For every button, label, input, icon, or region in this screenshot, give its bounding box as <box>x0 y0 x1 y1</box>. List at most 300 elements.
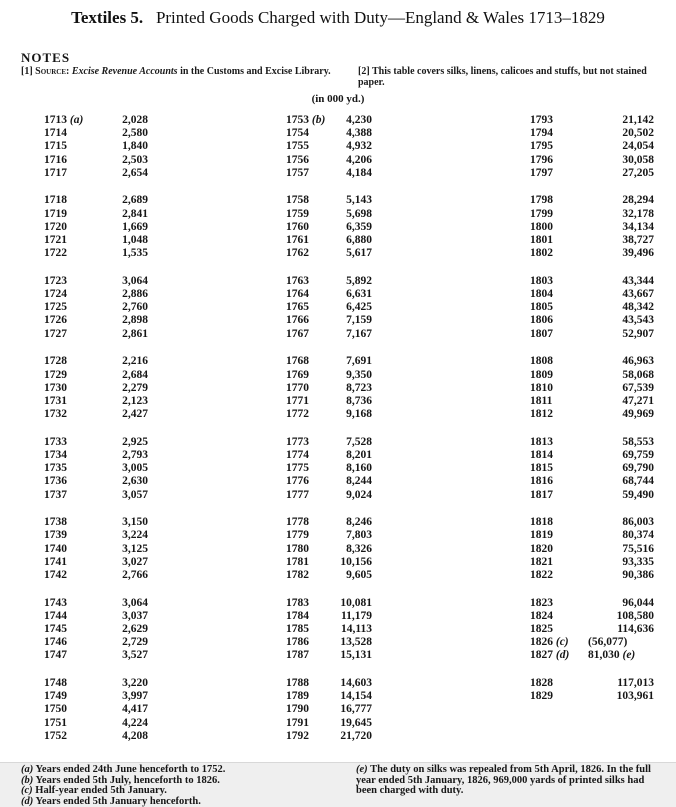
year-label: 1716 <box>44 154 67 166</box>
value-text: 5,698 <box>346 208 372 220</box>
value-cell <box>576 677 654 690</box>
table-row <box>44 649 148 662</box>
value-text: 7,803 <box>346 529 372 541</box>
year-cell <box>530 234 576 247</box>
value-text: 8,244 <box>346 475 372 487</box>
year-cell <box>44 703 108 716</box>
year-cell <box>286 247 332 260</box>
value-text: 19,645 <box>340 717 372 729</box>
table-row <box>286 154 372 167</box>
row-group <box>286 597 372 663</box>
year-label: 1793 <box>530 114 553 126</box>
table-row <box>286 234 372 247</box>
year-label: 1814 <box>530 449 553 461</box>
value-text: 3,224 <box>122 529 148 541</box>
value-text: 4,388 <box>346 127 372 139</box>
value-text: 7,159 <box>346 314 372 326</box>
table-row <box>530 623 654 636</box>
year-cell <box>530 462 576 475</box>
table-row <box>530 314 654 327</box>
table-row <box>530 369 654 382</box>
value-cell <box>332 516 372 529</box>
value-cell <box>108 275 148 288</box>
footnote-marker: (c) <box>21 785 33 796</box>
year-cell <box>44 623 108 636</box>
value-cell <box>108 610 148 623</box>
table-row <box>286 301 372 314</box>
value-cell <box>576 140 654 153</box>
table-row <box>44 475 148 488</box>
value-text: 43,344 <box>622 275 654 287</box>
value-text: 24,054 <box>622 140 654 152</box>
year-label: 1816 <box>530 475 553 487</box>
value-cell <box>108 543 148 556</box>
year-cell <box>44 449 108 462</box>
table-row <box>44 369 148 382</box>
value-cell <box>108 114 148 127</box>
year-label: 1756 <box>286 154 309 166</box>
year-cell <box>44 529 108 542</box>
value-cell <box>576 194 654 207</box>
table-row <box>286 221 372 234</box>
year-cell <box>530 247 576 260</box>
note-source-label: Source: <box>35 66 69 77</box>
value-cell <box>576 408 654 421</box>
row-group <box>44 677 148 743</box>
value-cell <box>108 288 148 301</box>
value-text: 1,840 <box>122 140 148 152</box>
value-text: 2,630 <box>122 475 148 487</box>
value-cell <box>108 717 148 730</box>
year-cell <box>44 556 108 569</box>
note-coverage <box>358 66 660 88</box>
value-text: 117,013 <box>617 677 654 689</box>
table-row <box>44 569 148 582</box>
table-row <box>44 194 148 207</box>
year-cell <box>530 167 576 180</box>
year-cell <box>286 462 332 475</box>
value-cell <box>108 395 148 408</box>
value-cell <box>332 369 372 382</box>
year-label: 1778 <box>286 516 309 528</box>
year-label: 1763 <box>286 275 309 287</box>
year-label: 1788 <box>286 677 309 689</box>
table-row <box>530 167 654 180</box>
year-label: 1772 <box>286 408 309 420</box>
year-cell <box>286 194 332 207</box>
value-cell <box>332 314 372 327</box>
table-row <box>530 408 654 421</box>
table-row <box>530 221 654 234</box>
year-cell <box>44 597 108 610</box>
year-cell <box>44 677 108 690</box>
row-group <box>44 597 148 663</box>
value-text: 7,167 <box>346 328 372 340</box>
note-source-title: Excise Revenue Accounts <box>72 66 178 77</box>
value-cell <box>108 529 148 542</box>
value-text: 4,184 <box>346 167 372 179</box>
value-text: 32,178 <box>622 208 654 220</box>
table-row <box>286 127 372 140</box>
value-text: 8,723 <box>346 382 372 394</box>
table-row <box>44 636 148 649</box>
footnote-ref: (a) <box>70 114 83 126</box>
value-text: 28,294 <box>622 194 654 206</box>
table-row <box>286 462 372 475</box>
table-row <box>286 516 372 529</box>
value-cell <box>332 234 372 247</box>
value-cell <box>332 690 372 703</box>
year-cell <box>286 690 332 703</box>
table-row <box>530 234 654 247</box>
row-group <box>530 677 654 703</box>
year-cell <box>44 730 108 743</box>
value-text: 3,150 <box>122 516 148 528</box>
value-cell <box>108 301 148 314</box>
table-row <box>530 395 654 408</box>
year-label: 1757 <box>286 167 309 179</box>
year-cell <box>530 636 576 649</box>
year-cell <box>530 475 576 488</box>
row-group <box>44 516 148 582</box>
year-cell <box>44 208 108 221</box>
year-label: 1729 <box>44 369 67 381</box>
value-cell <box>576 436 654 449</box>
value-cell <box>332 355 372 368</box>
year-label: 1724 <box>44 288 67 300</box>
year-cell <box>44 127 108 140</box>
year-cell <box>44 475 108 488</box>
table-row <box>286 677 372 690</box>
value-cell <box>332 395 372 408</box>
year-cell <box>530 328 576 341</box>
year-cell <box>286 449 332 462</box>
table-row <box>286 355 372 368</box>
year-label: 1718 <box>44 194 67 206</box>
year-label: 1781 <box>286 556 309 568</box>
table-row <box>530 597 654 610</box>
value-cell <box>576 167 654 180</box>
year-label: 1807 <box>530 328 553 340</box>
table-row <box>530 462 654 475</box>
value-cell <box>332 529 372 542</box>
row-group <box>530 114 654 180</box>
year-label: 1827 <box>530 649 553 661</box>
year-label: 1825 <box>530 623 553 635</box>
year-cell <box>530 610 576 623</box>
table-row <box>530 301 654 314</box>
year-cell <box>286 154 332 167</box>
value-cell <box>576 355 654 368</box>
year-cell <box>530 449 576 462</box>
year-cell <box>286 369 332 382</box>
value-text: 8,736 <box>346 395 372 407</box>
value-cell <box>332 114 372 127</box>
value-text: 10,156 <box>340 556 372 568</box>
year-label: 1828 <box>530 677 553 689</box>
value-cell <box>108 140 148 153</box>
value-cell <box>332 677 372 690</box>
units-label: (in 000 yd.) <box>0 93 676 105</box>
table-row <box>44 382 148 395</box>
note-coverage-text: This table covers silks, linens, calicoes and stuffs, but not stained paper. <box>358 66 647 88</box>
table-row <box>286 717 372 730</box>
year-cell <box>44 194 108 207</box>
year-label: 1779 <box>286 529 309 541</box>
value-cell <box>332 649 372 662</box>
table-row <box>44 395 148 408</box>
value-cell <box>108 569 148 582</box>
year-label: 1738 <box>44 516 67 528</box>
value-cell <box>108 355 148 368</box>
row-group <box>286 194 372 260</box>
value-cell <box>332 167 372 180</box>
year-cell <box>44 369 108 382</box>
table-row <box>530 114 654 127</box>
value-cell <box>332 436 372 449</box>
value-text: 4,417 <box>122 703 148 715</box>
footnote-ref: (d) <box>556 649 569 661</box>
value-text: 7,528 <box>346 436 372 448</box>
year-label: 1715 <box>44 140 67 152</box>
value-text: 2,925 <box>122 436 148 448</box>
year-cell <box>286 328 332 341</box>
year-cell <box>44 154 108 167</box>
table-row <box>286 140 372 153</box>
table-row <box>44 408 148 421</box>
year-label: 1714 <box>44 127 67 139</box>
value-cell <box>576 395 654 408</box>
value-cell <box>108 690 148 703</box>
table-row <box>530 569 654 582</box>
value-text: 2,654 <box>122 167 148 179</box>
year-cell <box>286 275 332 288</box>
year-label: 1737 <box>44 489 67 501</box>
value-cell <box>108 382 148 395</box>
table-row <box>530 194 654 207</box>
year-cell <box>286 516 332 529</box>
table-row <box>44 462 148 475</box>
value-text: 96,044 <box>622 597 654 609</box>
value-text: 52,907 <box>622 328 654 340</box>
value-text: 103,961 <box>617 690 654 702</box>
value-cell <box>576 462 654 475</box>
row-group <box>530 355 654 421</box>
table-row <box>530 556 654 569</box>
value-text: 2,216 <box>122 355 148 367</box>
year-label: 1801 <box>530 234 553 246</box>
row-group <box>286 436 372 502</box>
table-row <box>530 636 654 649</box>
table-row <box>286 529 372 542</box>
value-text: 14,603 <box>340 677 372 689</box>
page-title <box>0 8 676 28</box>
year-label: 1804 <box>530 288 553 300</box>
year-cell <box>286 314 332 327</box>
table-row <box>44 154 148 167</box>
table-row <box>286 690 372 703</box>
value-text: 81,030 <box>588 649 620 661</box>
value-text: 3,027 <box>122 556 148 568</box>
table-row <box>286 649 372 662</box>
year-label: 1766 <box>286 314 309 326</box>
value-cell <box>332 636 372 649</box>
year-label: 1745 <box>44 623 67 635</box>
value-text: 59,490 <box>622 489 654 501</box>
table-row <box>44 140 148 153</box>
value-cell <box>576 690 654 703</box>
year-label: 1741 <box>44 556 67 568</box>
year-cell <box>286 301 332 314</box>
year-cell <box>286 529 332 542</box>
year-label: 1798 <box>530 194 553 206</box>
value-text: 2,123 <box>122 395 148 407</box>
value-text: 8,326 <box>346 543 372 555</box>
year-cell <box>44 569 108 582</box>
value-cell <box>576 369 654 382</box>
value-cell <box>108 194 148 207</box>
year-cell <box>286 408 332 421</box>
year-label: 1791 <box>286 717 309 729</box>
year-cell <box>530 140 576 153</box>
table-row <box>286 328 372 341</box>
year-label: 1800 <box>530 221 553 233</box>
value-cell <box>332 703 372 716</box>
year-label: 1760 <box>286 221 309 233</box>
value-cell <box>576 623 654 636</box>
table-row <box>530 690 654 703</box>
year-label: 1782 <box>286 569 309 581</box>
table-column-3 <box>530 114 654 718</box>
value-text: 46,963 <box>622 355 654 367</box>
table-row <box>44 234 148 247</box>
year-cell <box>286 140 332 153</box>
year-cell <box>286 127 332 140</box>
footnote-text: Years ended 5th July, henceforth to 1826. <box>36 775 220 786</box>
table-row <box>44 529 148 542</box>
value-cell <box>108 475 148 488</box>
value-text: 4,224 <box>122 717 148 729</box>
value-cell <box>108 597 148 610</box>
value-cell <box>332 610 372 623</box>
year-label: 1822 <box>530 569 553 581</box>
value-cell <box>108 208 148 221</box>
value-text: 4,208 <box>122 730 148 742</box>
year-label: 1785 <box>286 623 309 635</box>
value-text: 9,605 <box>346 569 372 581</box>
year-label: 1761 <box>286 234 309 246</box>
value-cell <box>332 597 372 610</box>
year-label: 1720 <box>44 221 67 233</box>
row-group <box>44 194 148 260</box>
table-row <box>44 355 148 368</box>
row-group <box>44 355 148 421</box>
year-cell <box>44 140 108 153</box>
year-cell <box>286 114 332 127</box>
year-label: 1823 <box>530 597 553 609</box>
footnotes <box>0 762 676 807</box>
table-row <box>44 610 148 623</box>
year-label: 1713 <box>44 114 67 126</box>
table-row <box>286 489 372 502</box>
table-row <box>286 610 372 623</box>
year-cell <box>286 208 332 221</box>
year-label: 1809 <box>530 369 553 381</box>
year-cell <box>44 328 108 341</box>
value-text: 34,134 <box>622 221 654 233</box>
year-cell <box>530 677 576 690</box>
year-cell <box>530 154 576 167</box>
value-text: 15,131 <box>340 649 372 661</box>
table-row <box>44 288 148 301</box>
year-label: 1734 <box>44 449 67 461</box>
table-row <box>286 247 372 260</box>
value-text: 2,793 <box>122 449 148 461</box>
value-cell <box>576 154 654 167</box>
year-label: 1771 <box>286 395 309 407</box>
value-cell <box>576 301 654 314</box>
value-cell <box>108 369 148 382</box>
year-cell <box>44 489 108 502</box>
value-cell <box>108 677 148 690</box>
year-cell <box>530 649 576 662</box>
table-row <box>286 114 372 127</box>
table-row <box>44 301 148 314</box>
year-label: 1746 <box>44 636 67 648</box>
value-text: 3,064 <box>122 597 148 609</box>
table-row <box>44 449 148 462</box>
value-text: 2,427 <box>122 408 148 420</box>
year-label: 1751 <box>44 717 67 729</box>
year-label: 1821 <box>530 556 553 568</box>
value-cell <box>108 154 148 167</box>
table-row <box>44 127 148 140</box>
year-cell <box>530 301 576 314</box>
year-cell <box>44 717 108 730</box>
year-label: 1743 <box>44 597 67 609</box>
year-cell <box>530 516 576 529</box>
table-row <box>286 636 372 649</box>
year-label: 1721 <box>44 234 67 246</box>
value-text: 20,502 <box>622 127 654 139</box>
year-label: 1812 <box>530 408 553 420</box>
value-text: 3,125 <box>122 543 148 555</box>
year-cell <box>286 610 332 623</box>
row-group <box>44 114 148 180</box>
year-cell <box>286 556 332 569</box>
year-cell <box>286 436 332 449</box>
table-row <box>44 114 148 127</box>
year-cell <box>530 623 576 636</box>
year-label: 1806 <box>530 314 553 326</box>
year-cell <box>286 717 332 730</box>
value-text: 86,003 <box>622 516 654 528</box>
value-text: 47,271 <box>622 395 654 407</box>
year-label: 1735 <box>44 462 67 474</box>
value-text: 8,246 <box>346 516 372 528</box>
year-cell <box>44 301 108 314</box>
value-cell <box>332 301 372 314</box>
year-label: 1790 <box>286 703 309 715</box>
table-row <box>44 717 148 730</box>
value-text: 5,617 <box>346 247 372 259</box>
year-label: 1750 <box>44 703 67 715</box>
value-cell <box>332 154 372 167</box>
year-label: 1740 <box>44 543 67 555</box>
value-cell <box>332 221 372 234</box>
value-text: 13,528 <box>340 636 372 648</box>
value-cell <box>332 717 372 730</box>
